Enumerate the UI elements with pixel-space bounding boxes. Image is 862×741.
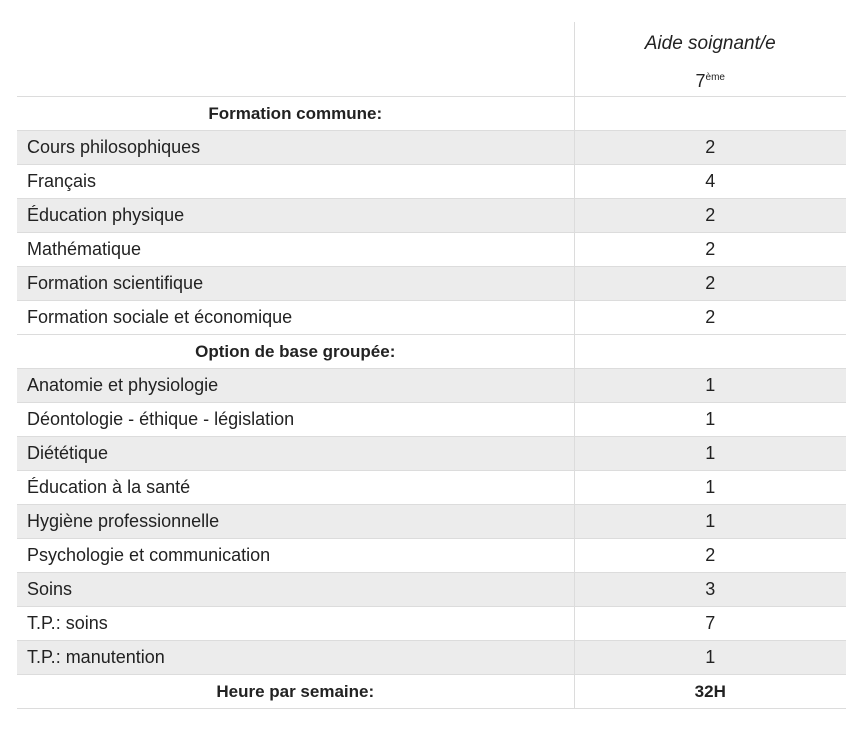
course-name: Éducation physique bbox=[17, 199, 574, 233]
table-row bbox=[17, 437, 846, 471]
table-row bbox=[17, 301, 846, 335]
course-hours: 2 bbox=[574, 301, 846, 335]
course-name: Déontologie - éthique - législation bbox=[17, 403, 574, 437]
table-row bbox=[17, 403, 846, 437]
course-hours: 2 bbox=[574, 267, 846, 301]
course-hours-table bbox=[17, 22, 846, 709]
course-name: Diététique bbox=[17, 437, 574, 471]
table-row bbox=[17, 267, 846, 301]
total-label: Heure par semaine: bbox=[17, 675, 574, 709]
course-name: Psychologie et communication bbox=[17, 539, 574, 573]
course-hours: 2 bbox=[574, 131, 846, 165]
total-row bbox=[17, 675, 846, 709]
course-hours: 1 bbox=[574, 471, 846, 505]
course-hours: 2 bbox=[574, 539, 846, 573]
table-row bbox=[17, 165, 846, 199]
course-name: T.P.: manutention bbox=[17, 641, 574, 675]
section-header-row bbox=[17, 97, 846, 131]
course-name: Anatomie et physiologie bbox=[17, 369, 574, 403]
course-hours: 1 bbox=[574, 641, 846, 675]
course-name: Hygiène professionnelle bbox=[17, 505, 574, 539]
course-name: Formation sociale et économique bbox=[17, 301, 574, 335]
table-row bbox=[17, 607, 846, 641]
section-title: Option de base groupée: bbox=[17, 335, 574, 369]
course-hours: 2 bbox=[574, 233, 846, 267]
grade-label bbox=[575, 71, 847, 92]
course-name: T.P.: soins bbox=[17, 607, 574, 641]
course-name: Mathématique bbox=[17, 233, 574, 267]
table-row bbox=[17, 641, 846, 675]
header-program-cell bbox=[574, 22, 846, 97]
table-row bbox=[17, 505, 846, 539]
table-header-row bbox=[17, 22, 846, 97]
table-row bbox=[17, 131, 846, 165]
table-row bbox=[17, 539, 846, 573]
course-hours: 3 bbox=[574, 573, 846, 607]
grade-number: 7 bbox=[695, 70, 706, 91]
header-empty-cell bbox=[17, 22, 574, 97]
course-hours: 1 bbox=[574, 369, 846, 403]
table-row bbox=[17, 573, 846, 607]
section-title: Formation commune: bbox=[17, 97, 574, 131]
course-hours: 1 bbox=[574, 403, 846, 437]
section-empty-cell bbox=[574, 335, 846, 369]
course-hours: 2 bbox=[574, 199, 846, 233]
table-row bbox=[17, 233, 846, 267]
total-value: 32H bbox=[574, 675, 846, 709]
course-name: Éducation à la santé bbox=[17, 471, 574, 505]
table-row bbox=[17, 471, 846, 505]
course-name: Français bbox=[17, 165, 574, 199]
course-name: Cours philosophiques bbox=[17, 131, 574, 165]
course-name: Formation scientifique bbox=[17, 267, 574, 301]
grade-suffix: ème bbox=[705, 71, 725, 83]
table-row bbox=[17, 199, 846, 233]
course-hours: 4 bbox=[574, 165, 846, 199]
course-name: Soins bbox=[17, 573, 574, 607]
program-title: Aide soignant/e bbox=[644, 32, 776, 54]
course-hours: 1 bbox=[574, 505, 846, 539]
course-hours: 7 bbox=[574, 607, 846, 641]
schedule-table-wrapper bbox=[17, 22, 846, 709]
course-hours: 1 bbox=[574, 437, 846, 471]
section-header-row bbox=[17, 335, 846, 369]
table-row bbox=[17, 369, 846, 403]
section-empty-cell bbox=[574, 97, 846, 131]
